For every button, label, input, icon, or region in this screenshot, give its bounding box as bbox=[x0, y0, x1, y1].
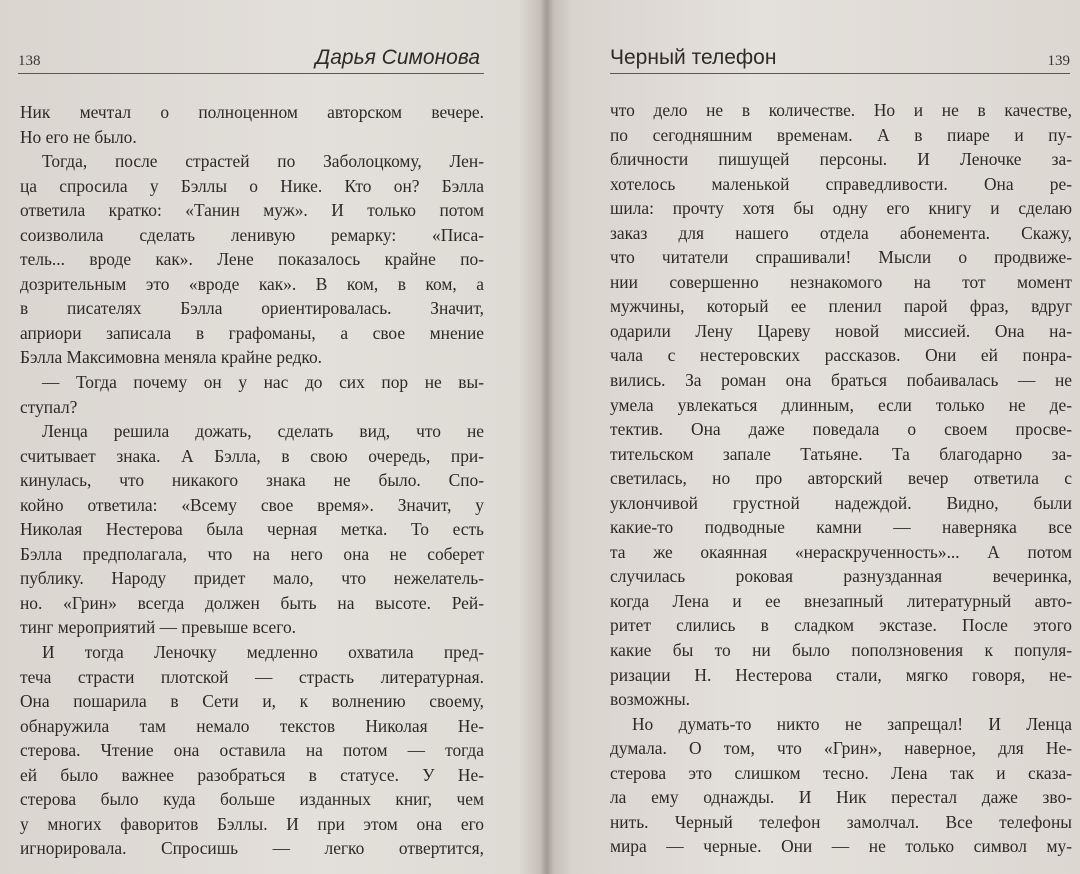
page-number: 138 bbox=[18, 53, 41, 69]
text-line: Но думать-то никто не запрещал! И Ленца bbox=[632, 713, 1072, 734]
text-line: тель... вроде как». Лене показалось крайне по- bbox=[20, 249, 484, 270]
text-line: койно ответила: «Всему свое время». Значит, у bbox=[20, 494, 484, 515]
text-line: тительском запале Татьяне. Та благодарно за- bbox=[610, 443, 1072, 464]
text-line: стерова. Чтение она оставила на потом — тогда bbox=[20, 740, 484, 761]
text-line: хотелось маленькой справедливости. Она ре- bbox=[610, 173, 1072, 194]
running-head-author: Дарья Симонова bbox=[315, 46, 480, 69]
text-line: нии совершенно незнакомого на тот момент bbox=[610, 271, 1072, 292]
text-line: стерова это слишком тесно. Лена так и сказа- bbox=[610, 762, 1072, 783]
text-line: что читатели спрашивали! Мысли о продвиже- bbox=[610, 247, 1072, 268]
text-line: бличности пишущей персоны. И Леночке за- bbox=[610, 149, 1072, 170]
text-line: заказ для нашего отдела абонемента. Скажу, bbox=[610, 222, 1072, 243]
header-rule bbox=[610, 73, 1070, 74]
text-line: Она пошарила в Сети и, к волнению своему, bbox=[20, 691, 484, 712]
text-line: ступал? bbox=[20, 396, 78, 417]
text-line: нить. Черный телефон замолчал. Все телефоны bbox=[610, 811, 1072, 832]
text-line: мира — черные. Они — не только символ му- bbox=[610, 836, 1072, 857]
text-line: игнорировала. Спросишь — легко отвертится, bbox=[20, 838, 484, 859]
header-rule bbox=[18, 73, 484, 74]
text-line: теча страсти плотской — страсть литературная. bbox=[20, 666, 484, 687]
text-line: дозрительным это «вроде как». В ком, в ком, а bbox=[20, 273, 484, 294]
text-line: ца спросила у Бэллы о Нике. Кто он? Бэлла bbox=[20, 175, 484, 196]
text-line: какие бы то ни было поползновения к популя- bbox=[610, 640, 1072, 661]
text-line: ритет слились в сладком экстазе. После этого bbox=[610, 615, 1072, 636]
text-line: ответила кратко: «Танин муж». И только потом bbox=[20, 200, 484, 221]
text-line: та же окаянная «нераскрученность»... А потом bbox=[610, 541, 1072, 562]
text-line: у многих фаворитов Бэллы. И при этом она его bbox=[20, 813, 484, 834]
text-line: Тогда, после страстей по Заболоцкому, Лен- bbox=[42, 151, 484, 172]
text-line: Бэлла предполагала, что на него она не соберет bbox=[20, 543, 484, 564]
text-line: мужчины, который ее пленил парой фраз, вдруг bbox=[610, 296, 1072, 317]
left-page-header bbox=[18, 44, 484, 78]
text-line: стерова было куда больше изданных книг, чем bbox=[20, 789, 484, 810]
text-line: тектив. Она даже поведала о своем просве- bbox=[610, 419, 1072, 440]
text-line: ей было важнее разобраться в статусе. У Не- bbox=[20, 764, 484, 785]
text-line: обнаружила там немало текстов Николая Не- bbox=[20, 715, 484, 736]
text-line: умела увлекаться длинным, если только не де- bbox=[610, 394, 1072, 415]
text-line: априори записала в графоманы, а свое мнение bbox=[20, 322, 484, 343]
text-line: но. «Грин» всегда должен быть на высоте. Рей- bbox=[20, 592, 484, 613]
right-page-header bbox=[610, 44, 1070, 78]
text-line: — Тогда почему он у нас до сих пор не вы- bbox=[42, 372, 484, 393]
text-line: возможны. bbox=[610, 689, 691, 710]
text-line: чала с нестеровских рассказов. Они ей понра- bbox=[610, 345, 1072, 366]
text-line: Николая Нестерова была черная метка. То есть bbox=[20, 519, 484, 540]
text-line: по сегодняшним временам. А в пиаре и пу- bbox=[610, 124, 1072, 145]
text-line: кинулась, что никакого знака не было. Спо- bbox=[20, 470, 484, 491]
text-line: какие-то подводные камни — наверняка все bbox=[610, 517, 1072, 538]
text-line: ла ему однажды. И Ник перестал даже зво- bbox=[610, 787, 1072, 808]
text-line: тинг мероприятий — превыше всего. bbox=[20, 617, 296, 638]
text-line: вились. За роман она браться побаивалась — не bbox=[610, 370, 1072, 391]
text-line: когда Лена и ее внезапный литературный авто- bbox=[610, 590, 1072, 611]
text-line: ризации Н. Нестерова стали, мягко говоря, не- bbox=[610, 664, 1072, 685]
text-line: думала. О том, что «Грин», наверное, для Не- bbox=[610, 738, 1072, 759]
text-line: в писателях Бэлла ориентировалась. Значит, bbox=[20, 298, 484, 319]
text-line: одарили Лену Цареву новой миссией. Она на- bbox=[610, 320, 1072, 341]
text-line: публику. Народу придет мало, что нежелатель- bbox=[20, 568, 484, 589]
right-page-text bbox=[610, 98, 1072, 859]
text-line: светилась, но про авторский вечер ответила с bbox=[610, 468, 1072, 489]
text-line: соизволила сделать ленивую ремарку: «Писа- bbox=[20, 224, 484, 245]
text-line: Бэлла Максимовна меняла крайне редко. bbox=[20, 347, 323, 368]
text-line: шила: прочту хотя бы одну его книгу и сделаю bbox=[610, 198, 1072, 219]
page-number: 139 bbox=[1047, 53, 1070, 69]
text-line: уклончивой грустной надеждой. Видно, были bbox=[610, 492, 1072, 513]
text-line: И тогда Леночку медленно охватила пред- bbox=[42, 642, 484, 663]
right-page bbox=[552, 0, 1080, 874]
text-line: что дело не в количестве. Но и не в качестве, bbox=[610, 100, 1072, 120]
left-page-text bbox=[20, 100, 484, 861]
text-line: Ник мечтал о полноценном авторском вечере. bbox=[20, 102, 484, 122]
running-head-title: Черный телефон bbox=[610, 46, 777, 69]
text-line: считывает знака. А Бэлла, в свою очередь, при- bbox=[20, 445, 484, 466]
text-line: Но его не было. bbox=[20, 126, 137, 147]
text-line: случилась роковая разнузданная вечеринка, bbox=[610, 566, 1072, 587]
text-line: Ленца решила дожать, сделать вид, что не bbox=[42, 421, 484, 442]
